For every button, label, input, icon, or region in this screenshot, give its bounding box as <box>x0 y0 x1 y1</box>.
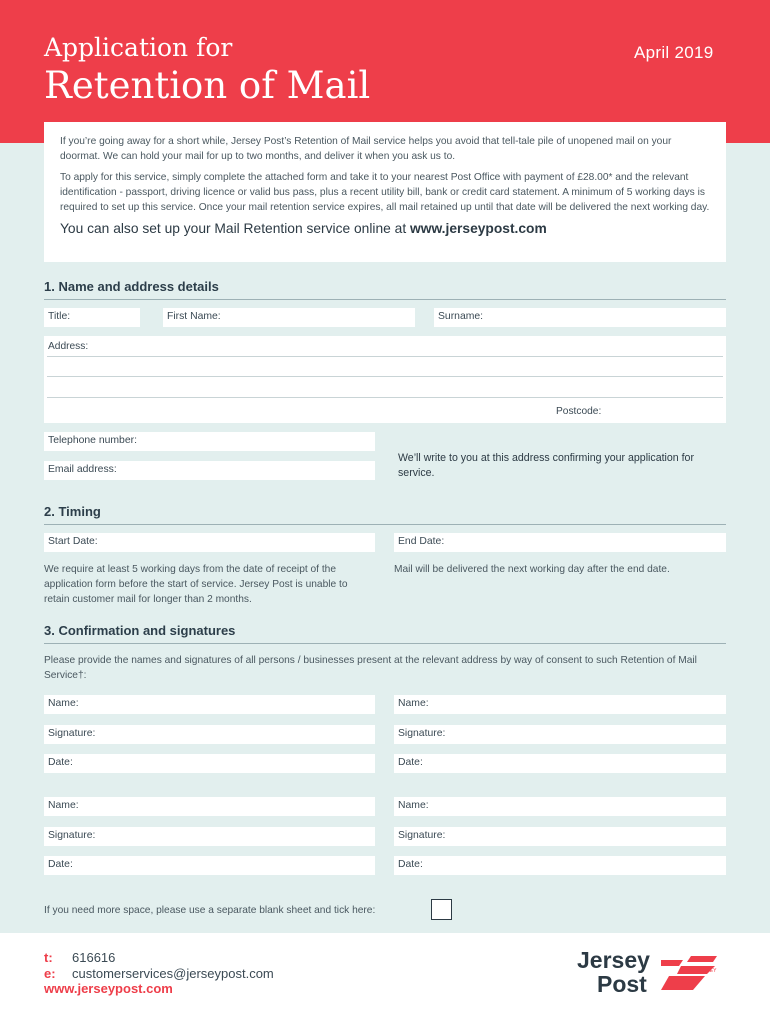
email-address[interactable]: customerservices@jerseypost.com <box>72 966 274 981</box>
surname-field[interactable] <box>434 308 726 327</box>
start-date-label: Start Date: <box>48 536 98 547</box>
online-notice <box>60 221 710 236</box>
name-field[interactable] <box>44 797 375 816</box>
email-key: e: <box>44 966 56 981</box>
name-label: Name: <box>48 698 79 709</box>
address-line <box>47 356 723 357</box>
logo-text-jersey: Jersey <box>577 947 650 973</box>
title-field[interactable] <box>44 308 140 327</box>
first-name-label: First Name: <box>167 311 221 322</box>
jersey-post-logo <box>573 946 733 1002</box>
email-label: Email address: <box>48 464 117 475</box>
address-label: Address: <box>48 341 89 352</box>
form-title: Retention of Mail <box>44 64 371 107</box>
section-1-title: 1. Name and address details <box>44 279 219 294</box>
section-2-title: 2. Timing <box>44 504 101 519</box>
date-label: Date: <box>398 859 423 870</box>
end-date-field[interactable] <box>394 533 726 552</box>
footer-email <box>44 966 274 981</box>
surname-label: Surname: <box>438 311 484 322</box>
title-label: Title: <box>48 311 71 322</box>
form-title-small: Application for <box>44 33 233 62</box>
start-date-field[interactable] <box>44 533 375 552</box>
date-label: Date: <box>48 757 73 768</box>
date-field[interactable] <box>394 754 726 773</box>
signature-field[interactable] <box>394 827 726 846</box>
section-3-divider <box>44 643 726 644</box>
logo-text-post: Post <box>597 971 647 997</box>
signature-label: Signature: <box>48 830 96 841</box>
online-text: You can also set up your Mail Retention service online at <box>60 221 407 236</box>
footer-website[interactable]: www.jerseypost.com <box>44 981 173 996</box>
extra-sheet-checkbox[interactable] <box>431 899 452 920</box>
date-label: Date: <box>48 859 73 870</box>
name-label: Name: <box>398 800 429 811</box>
more-space-note: If you need more space, please use a separate blank sheet and tick here: <box>44 905 376 916</box>
section-3-title: 3. Confirmation and signatures <box>44 623 236 638</box>
signature-label: Signature: <box>398 830 446 841</box>
name-label: Name: <box>398 698 429 709</box>
logo-arrow-icon <box>657 946 733 1002</box>
telephone-field[interactable] <box>44 432 375 451</box>
signature-label: Signature: <box>48 728 96 739</box>
address-line <box>47 397 723 398</box>
tel-key: t: <box>44 950 53 965</box>
tel-number[interactable]: 616616 <box>72 950 116 965</box>
section-2-divider <box>44 524 726 525</box>
signature-field[interactable] <box>44 725 375 744</box>
date-field[interactable] <box>44 754 375 773</box>
first-name-field[interactable] <box>163 308 415 327</box>
consent-instructions: Please provide the names and signatures of all persons / businesses present at the relevant address by way of consent to such Retention of Mail Service†: <box>44 655 697 681</box>
signature-field[interactable] <box>394 725 726 744</box>
form-date: April 2019 <box>634 43 714 62</box>
name-field[interactable] <box>44 695 375 714</box>
telephone-label: Telephone number: <box>48 435 137 446</box>
date-field[interactable] <box>394 856 726 875</box>
intro-panel <box>44 122 726 262</box>
intro-paragraph-2: To apply for this service, simply complete the attached form and take it to your nearest Post Office with payment of £28.00* and the relevant identification - passport, driving licence or valid bus pass, plus a recent utility bill, bank or credit card statement. A minimum of 5 working days is required to set up this service. Once your mail retention service expires, all mail retained up until that date will be delivered the next working day. <box>60 172 710 213</box>
name-field[interactable] <box>394 695 726 714</box>
name-field[interactable] <box>394 797 726 816</box>
intro-paragraph-1: If you’re going away for a short while, Jersey Post’s Retention of Mail service helps you avoid that tell-tale pile of unopened mail on your doormat. We can hold your mail for up to two months, and deliver it when you ask us to. <box>60 136 672 162</box>
section-1-divider <box>44 299 726 300</box>
address-field[interactable] <box>44 336 726 423</box>
end-date-label: End Date: <box>398 536 445 547</box>
address-confirm-note: We’ll write to you at this address confirming your application for service. <box>398 452 694 479</box>
signature-field[interactable] <box>44 827 375 846</box>
online-link[interactable]: www.jerseypost.com <box>410 221 547 236</box>
address-line <box>47 376 723 377</box>
name-label: Name: <box>48 800 79 811</box>
svg-text:JERSEY: JERSEY <box>697 968 717 974</box>
end-date-note: Mail will be delivered the next working day after the end date. <box>394 564 670 575</box>
start-date-note: We require at least 5 working days from the date of receipt of the application form before the start of service. Jersey Post is unable to retain customer mail for longer than 2 months. <box>44 564 348 605</box>
footer-telephone <box>44 950 115 965</box>
signature-label: Signature: <box>398 728 446 739</box>
postcode-label: Postcode: <box>556 406 602 417</box>
email-field[interactable] <box>44 461 375 480</box>
date-label: Date: <box>398 757 423 768</box>
date-field[interactable] <box>44 856 375 875</box>
